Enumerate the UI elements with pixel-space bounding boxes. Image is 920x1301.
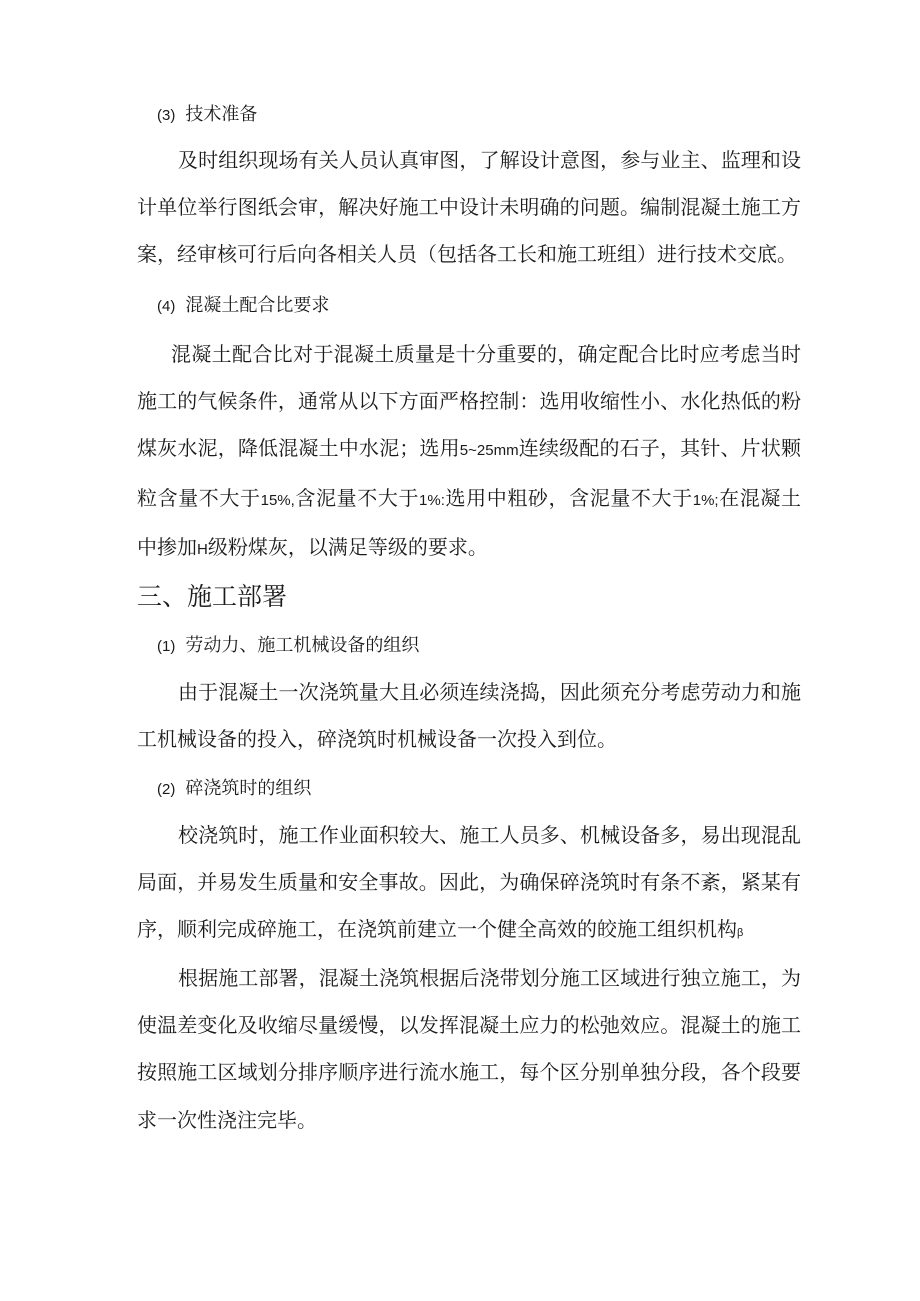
paragraph-tech-prep: 及时组织现场有关人员认真审图，了解设计意图，参与业主、监理和设计单位举行图纸会审，解决好施工中设计未明确的问题。编制混凝土施工方案，经审核可行后向各相关人员（包括各工长和施工班组）进行技术交底。 xyxy=(137,148,801,267)
subheading-pour-org xyxy=(157,777,311,802)
mix-text-3: 含泥量不大于 xyxy=(294,485,420,510)
subheading-number: (1) xyxy=(157,638,176,655)
section-heading-deployment: 三、施工部署 xyxy=(137,582,288,611)
subheading-title: 碎浇筑时的组织 xyxy=(185,778,312,799)
subheading-title: 劳动力、施工机械设备的组织 xyxy=(185,635,420,656)
paragraph-labor: 由于混凝土一次浇筑量大且必须连续浇捣，因此须充分考虑劳动力和施工机械设备的投入，碎浇筑时机械设备一次投入到位。 xyxy=(137,680,801,752)
subheading-mix-ratio xyxy=(157,294,329,319)
subheading-number: (3) xyxy=(157,107,176,124)
mix-text-1: 混凝土配合比对于混凝土质量是十分重要的，确定配合比时应考虑当时施工的气候条件，通常从以下方面严格控制：选用收缩性小、水化热低的粉煤灰水泥，降低混凝土中水泥；选用 xyxy=(137,342,801,461)
mix-text-5: 在混凝土中掺加 xyxy=(137,485,802,559)
subheading-title: 技术准备 xyxy=(185,104,258,125)
aggregate-size-range: 5~25mm xyxy=(459,442,519,460)
subheading-number: (2) xyxy=(157,781,176,798)
mix-text-4: 选用中粗砂，含泥量不大于 xyxy=(444,485,693,510)
mud-content-limit-sand: 1%; xyxy=(692,491,719,509)
fly-ash-grade: H xyxy=(197,540,208,558)
mix-text-6: 级粉煤灰，以满足等级的要求。 xyxy=(207,534,488,559)
trailing-mark: β xyxy=(737,927,744,940)
subheading-number: (4) xyxy=(157,298,176,315)
mix-text-2: 连续级配的石子，其针、片状颗粒含量不大于 xyxy=(137,436,802,510)
needle-flake-limit: 15%, xyxy=(260,491,295,509)
subheading-tech-prep xyxy=(157,103,257,128)
mud-content-limit-stone: 1%: xyxy=(419,491,445,509)
paragraph-deployment: 根据施工部署，混凝土浇筑根据后浇带划分施工区域进行独立施工，为使温差变化及收缩尽量缓慢，以发挥混凝土应力的松弛效应。混凝土的施工按照施工区域划分排序顺序进行流水施工，每个区分别单独分段，各个段要求一次性浇注完毕。 xyxy=(137,966,801,1132)
subheading-title: 混凝土配合比要求 xyxy=(185,295,330,316)
subheading-labor xyxy=(157,634,419,659)
pour-org-text: 校浇筑时，施工作业面积较大、施工人员多、机械设备多，易出现混乱局面，并易发生质量和安全事故。因此，为确保碎浇筑时有条不紊，紧某有序，顺利完成碎施工，在浇筑前建立一个健全高效的皎施工组织机构 xyxy=(137,823,801,942)
paragraph-mix-ratio xyxy=(137,331,801,573)
paragraph-pour-org xyxy=(137,812,801,958)
